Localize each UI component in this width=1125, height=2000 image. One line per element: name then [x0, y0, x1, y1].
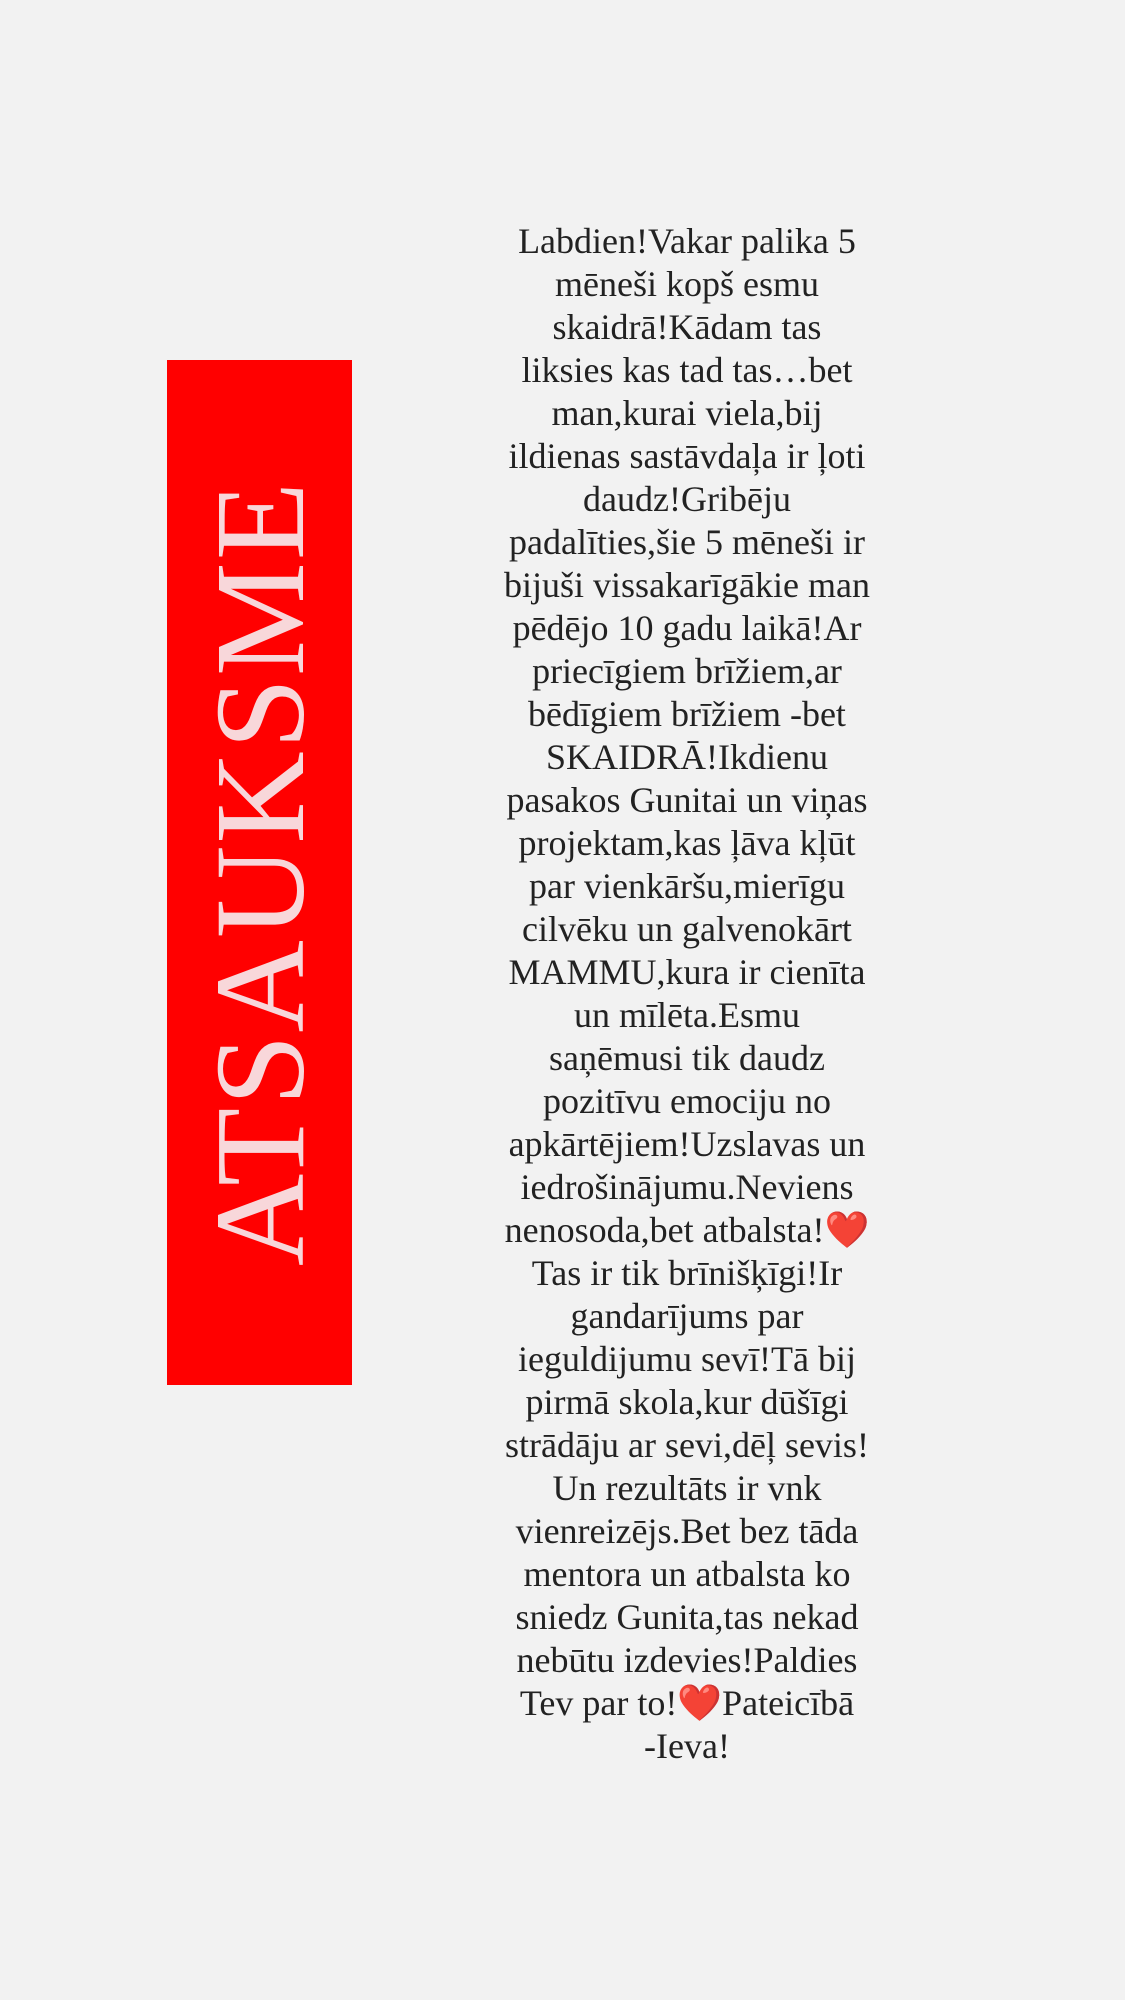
testimonial-line: daudz!Gribēju — [583, 479, 791, 519]
testimonial-line: un mīlēta.Esmu — [574, 995, 800, 1035]
testimonial-line: man,kurai viela,bij — [551, 393, 823, 433]
testimonial-line: saņēmusi tik daudz — [549, 1038, 825, 1078]
testimonial-line: Labdien!Vakar palika 5 — [518, 221, 856, 261]
testimonial-line: pasakos Gunitai un viņas — [506, 780, 868, 820]
testimonial-line: strādāju ar sevi,dēļ sevis! — [505, 1425, 869, 1465]
testimonial-line: -Ieva! — [644, 1726, 730, 1766]
testimonial-line: pēdējo 10 gadu laikā!Ar — [512, 608, 862, 648]
testimonial-line: gandarījums par — [570, 1296, 804, 1336]
testimonial-line: cilvēku un galvenokārt — [522, 909, 852, 949]
testimonial-line: nenosoda,bet atbalsta!❤️ — [504, 1210, 870, 1250]
testimonial-text — [482, 220, 892, 1768]
testimonial-line: pirmā skola,kur dūšīgi — [525, 1382, 849, 1422]
testimonial-line: pozitīvu emociju no — [543, 1081, 831, 1121]
testimonial-line: bijuši vissakarīgākie man — [504, 565, 870, 605]
testimonial-line: nebūtu izdevies!Paldies — [516, 1640, 858, 1680]
testimonial-line: vienreizējs.Bet bez tāda — [515, 1511, 859, 1551]
testimonial-line: ieguldijumu sevī!Tā bij — [518, 1339, 856, 1379]
banner-title: ATSAUKSME — [188, 479, 331, 1266]
testimonial-line: apkārtējiem!Uzslavas un — [508, 1124, 866, 1164]
atsauksme-banner — [167, 360, 352, 1385]
testimonial-line: ildienas sastāvdaļa ir ļoti — [508, 436, 866, 476]
testimonial-line: MAMMU,kura ir cienīta — [508, 952, 866, 992]
testimonial-line: skaidrā!Kādam tas — [552, 307, 822, 347]
testimonial-line: Un rezultāts ir vnk — [552, 1468, 822, 1508]
testimonial-line: SKAIDRĀ!Ikdienu — [546, 737, 828, 777]
testimonial-line: mentora un atbalsta ko — [523, 1554, 851, 1594]
testimonial-line: padalīties,šie 5 mēneši ir — [509, 522, 865, 562]
testimonial-line: liksies kas tad tas…bet — [521, 350, 853, 390]
testimonial-line: Tev par to!❤️Pateicībā — [519, 1683, 855, 1723]
testimonial-line: iedrošinājumu.Neviens — [520, 1167, 854, 1207]
testimonial-line: Tas ir tik brīnišķīgi!Ir — [531, 1253, 843, 1293]
testimonial-line: bēdīgiem brīžiem -bet — [528, 694, 846, 734]
testimonial-line: projektam,kas ļāva kļūt — [518, 823, 856, 863]
testimonial-line: par vienkāršu,mierīgu — [529, 866, 845, 906]
testimonial-line: sniedz Gunita,tas nekad — [515, 1597, 859, 1637]
testimonial-line: mēneši kopš esmu — [555, 264, 819, 304]
testimonial-line: priecīgiem brīžiem,ar — [532, 651, 842, 691]
